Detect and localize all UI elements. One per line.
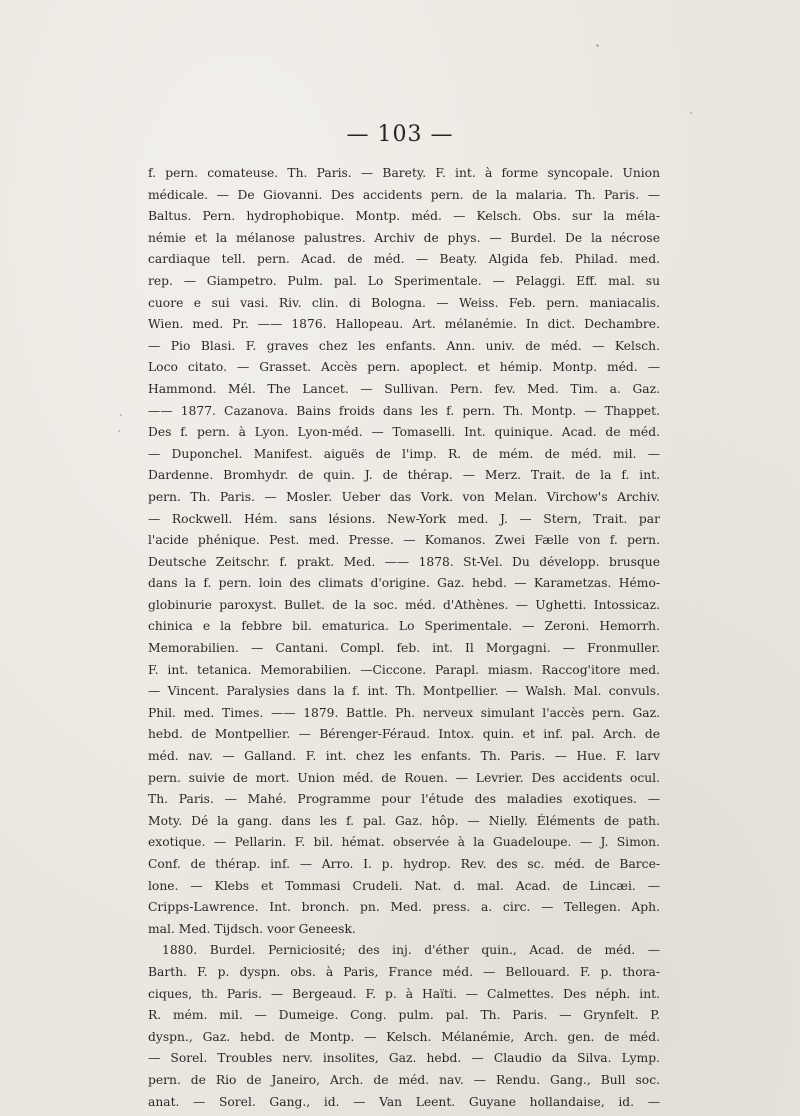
text-line: Dardenne. Bromhydr. de quin. J. de thérap. — Merz. Trait. de la f. int.	[148, 468, 660, 483]
text-line: f. pern. comateuse. Th. Paris. — Barety. F. int. à forme syncopale. Union	[148, 166, 660, 180]
paper-speck	[690, 112, 692, 114]
text-line: Moty. Dé la gang. dans les f. pal. Gaz. hôp. — Nielly. Éléments de path.	[148, 813, 660, 828]
text-line: l'acide phénique. Pest. med. Presse. — Komanos. Zwei Fælle von f. pern.	[148, 533, 660, 548]
page-number: — 103 —	[346, 122, 454, 147]
text-line: Des f. pern. à Lyon. Lyon-méd. — Tomaselli. Int. quinique. Acad. de méd.	[148, 425, 660, 440]
text-line: Conf. de thérap. inf. — Arro. I. p. hydrop. Rev. des sc. méd. de Barce-	[148, 857, 660, 871]
text-line: dans la f. pern. loin des climats d'origine. Gaz. hebd. — Karametzas. Hémo-	[148, 576, 660, 591]
text-line: — Sorel. Troubles nerv. insolites, Gaz. hebd. — Claudio da Silva. Lymp.	[148, 1051, 660, 1066]
text-line: — Pio Blasi. F. graves chez les enfants. Ann. univ. de méd. — Kelsch.	[148, 338, 660, 353]
text-line: Baltus. Pern. hydrophobique. Montp. méd. — Kelsch. Obs. sur la méla-	[148, 209, 660, 224]
text-line: mal. Med. Tijdsch. voor Geneesk.	[148, 921, 356, 936]
text-line: globinurie paroxyst. Bullet. de la soc. méd. d'Athènes. — Ughetti. Intossicaz.	[148, 597, 660, 612]
text-line: Phil. med. Times. —— 1879. Battle. Ph. nerveux simulant l'accès pern. Gaz.	[148, 705, 660, 720]
text-line: Memorabilien. — Cantani. Compl. feb. int. Il Morgagni. — Fronmuller.	[148, 641, 660, 656]
text-line: hebd. de Montpellier. — Bérenger-Féraud. Intox. quin. et inf. pal. Arch. de	[148, 727, 660, 742]
text-line: — Duponchel. Manifest. aiguës de l'imp. R. de mém. de méd. mil. —	[148, 446, 660, 461]
text-line: dyspn., Gaz. hebd. de Montp. — Kelsch. Mélanémie, Arch. gen. de méd.	[148, 1029, 660, 1044]
text-line: ciques, th. Paris. — Bergeaud. F. p. à Haïti. — Calmettes. Des néph. int.	[148, 986, 660, 1001]
paper-speck	[596, 44, 599, 47]
text-line: exotique. — Pellarin. F. bil. hémat. observée à la Guadeloupe. — J. Simon.	[148, 835, 660, 850]
text-line: R. mém. mil. — Dumeige. Cong. pulm. pal. Th. Paris. — Grynfelt. P.	[148, 1008, 660, 1023]
text-line: 1880. Burdel. Perniciosité; des inj. d'éther quin., Acad. de méd. —	[162, 943, 660, 958]
text-line: cuore e sui vasi. Riv. clin. di Bologna. — Weiss. Feb. pern. maniacalis.	[148, 295, 660, 310]
text-line: chinica e la febbre bil. ematurica. Lo Sperimentale. — Zeroni. Hemorrh.	[148, 619, 660, 634]
text-line: Wien. med. Pr. —— 1876. Hallopeau. Art. mélanémie. In dict. Dechambre.	[148, 317, 660, 332]
paper-speck	[640, 1040, 642, 1042]
text-line: — Vincent. Paralysies dans la f. int. Th. Montpellier. — Walsh. Mal. convuls.	[148, 684, 660, 699]
text-line: pern. Th. Paris. — Mosler. Ueber das Vork. von Melan. Virchow's Archiv.	[148, 489, 660, 504]
paper-speck	[120, 414, 122, 416]
text-line: Deutsche Zeitschr. f. prakt. Med. —— 1878. St-Vel. Du développ. brusque	[148, 554, 660, 569]
bibliography-text	[148, 163, 660, 1113]
text-line: — Rockwell. Hém. sans lésions. New-York med. J. — Stern, Trait. par	[148, 511, 660, 526]
paper-speck	[118, 430, 120, 432]
text-line: Th. Paris. — Mahé. Programme pour l'étude des maladies exotiques. —	[148, 792, 660, 807]
text-line: rep. — Giampetro. Pulm. pal. Lo Sperimentale. — Pelaggi. Eff. mal. su	[148, 273, 660, 288]
text-line: Barth. F. p. dyspn. obs. à Paris, France méd. — Bellouard. F. p. thora-	[148, 964, 660, 979]
text-line: pern. suivie de mort. Union méd. de Rouen. — Levrier. Des accidents ocul.	[148, 770, 660, 785]
text-line: —— 1877. Cazanova. Bains froids dans les f. pern. Th. Montp. — Thappet.	[148, 403, 660, 418]
text-line: cardiaque tell. pern. Acad. de méd. — Beaty. Algida feb. Philad. med.	[148, 252, 660, 267]
text-line: méd. nav. — Galland. F. int. chez les enfants. Th. Paris. — Hue. F. larv	[148, 749, 660, 764]
text-line: Cripps-Lawrence. Int. bronch. pn. Med. press. a. circ. — Tellegen. Aph.	[148, 900, 660, 915]
text-line: médicale. — De Giovanni. Des accidents pern. de la malaria. Th. Paris. —	[148, 187, 660, 202]
text-line: lone. — Klebs et Tommasi Crudeli. Nat. d. mal. Acad. de Lincæi. —	[148, 878, 660, 893]
text-line: Loco citato. — Grasset. Accès pern. apoplect. et hémip. Montp. méd. —	[148, 360, 660, 375]
text-line: anat. — Sorel. Gang., id. — Van Leent. Guyane hollandaise, id. —	[148, 1094, 660, 1109]
text-line: pern. de Rio de Janeiro, Arch. de méd. nav. — Rendu. Gang., Bull soc.	[148, 1072, 660, 1087]
text-line: némie et la mélanose palustres. Archiv de phys. — Burdel. De la nécrose	[148, 230, 660, 245]
text-line: F. int. tetanica. Memorabilien. —Ciccone. Parapl. miasm. Raccog'itore med.	[148, 662, 660, 677]
text-line: Hammond. Mél. The Lancet. — Sullivan. Pern. fev. Med. Tim. a. Gaz.	[148, 381, 660, 396]
